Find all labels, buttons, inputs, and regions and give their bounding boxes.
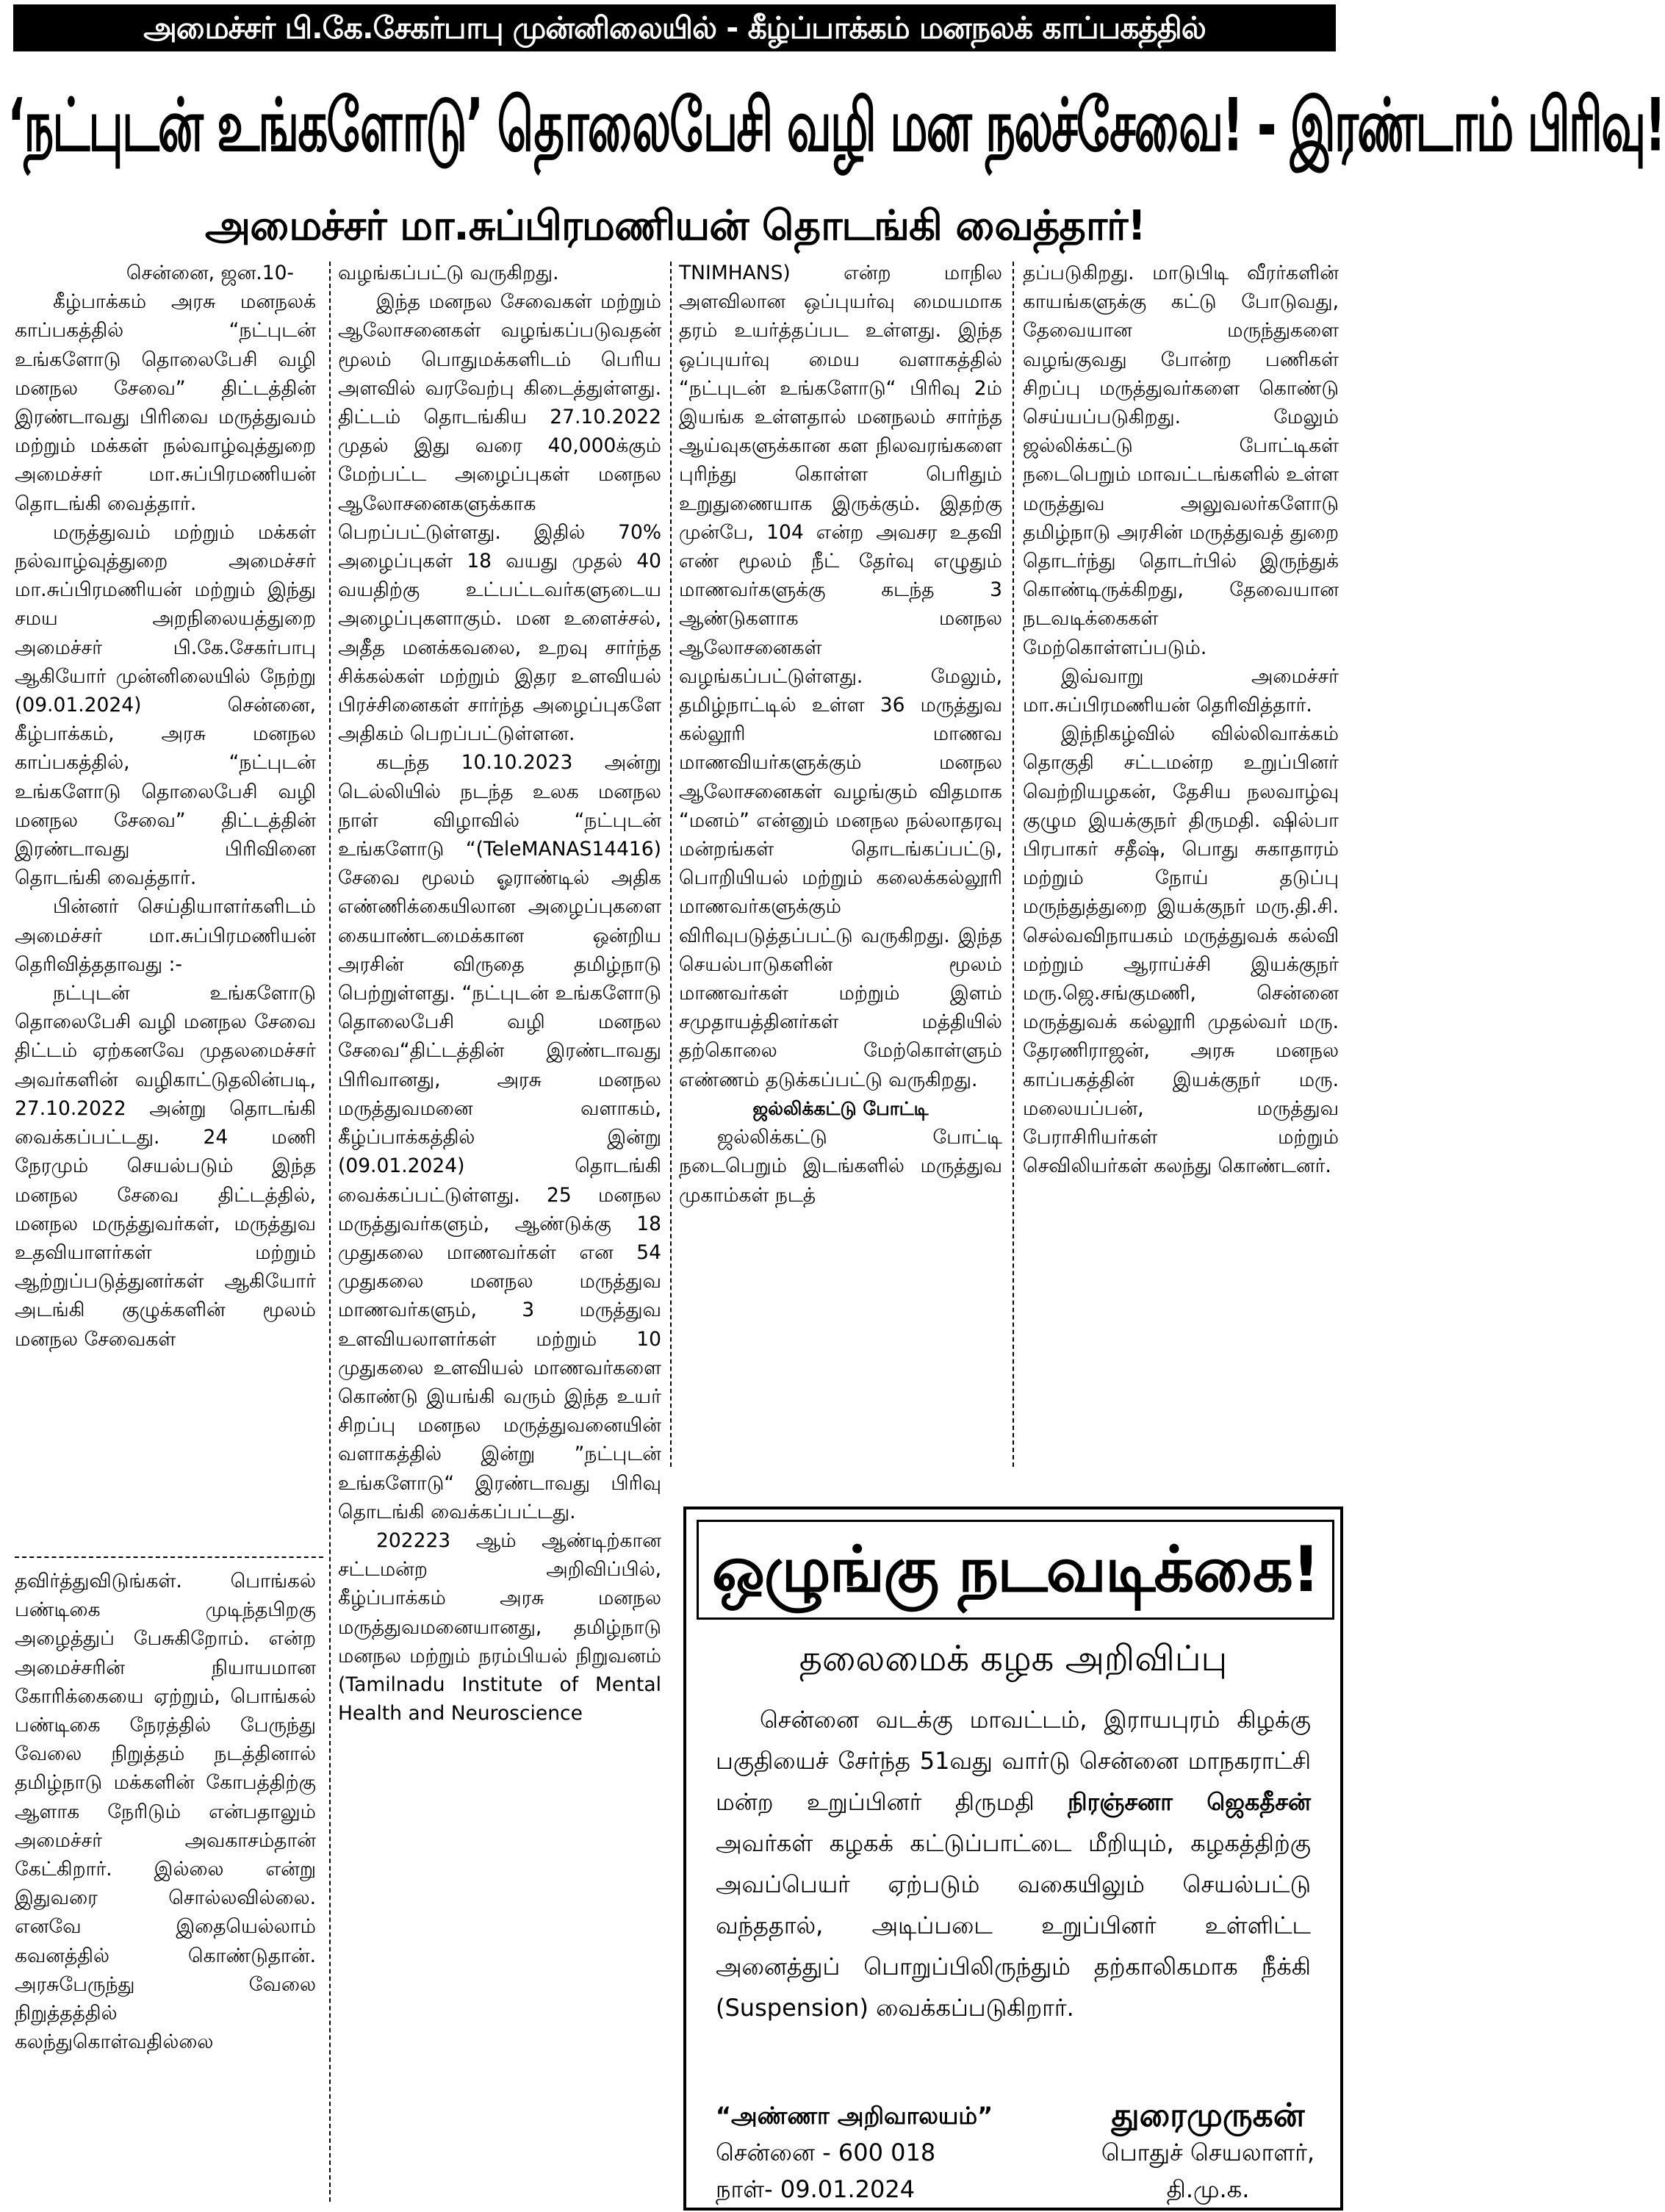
address-line: “அண்ணா அறிவாலயம்”: [716, 2102, 993, 2130]
paragraph: நட்புடன் உங்களோடு தொலைபேசி வழி மனநல சேவை திட்டம் ஏற்கனவே முதலமைச்சர் அவர்களின் வழிகாட்டுதலின்படி, 27.10.2022 அன்று தொடங்கி வைக்கப்பட்டது. 24 மணி நேரமும் செயல்படும் இந்த மனநல சேவை திட்டத்தில், மனநல மருத்துவர்கள், மருத்துவ உதவியாளர்கள் மற்றும் ஆற்றுப்படுத்துனர்கள் ஆகியோர் அடங்கி குழுக்களின் மூலம் மனநல சேவைகள்: [15, 982, 316, 1351]
article-column-1: [15, 259, 316, 1545]
notice-title: ஒழுங்கு நடவடிக்கை!: [697, 1520, 1334, 1620]
section-subtitle: ஜல்லிக்கட்டு போட்டி: [752, 1097, 929, 1119]
notice-date: நாள்- 09.01.2024: [716, 2175, 916, 2203]
paragraph: கீழ்பாக்கம் அரசு மனநலக் காப்பகத்தில் “நட்புடன் உங்களோடு தொலைபேசி வழி மனநல சேவை” திட்டத்தின் இரண்டாவது பிரிவை மருத்துவம் மற்றும் மக்கள் நல்வாழ்வுத்துறை அமைச்சர் மா.சுப்பிரமணியன் தொடங்கி வைத்தார்.: [15, 290, 316, 515]
dateline: சென்னை, ஜன.10-: [126, 262, 294, 284]
notice-subtitle: தலைமைக் கழக அறிவிப்பு: [799, 1638, 1228, 1679]
column-divider: [329, 262, 331, 2202]
paragraph: ஜல்லிக்கட்டு போட்டி நடைபெறும் இடங்களில் மருத்துவ முகாம்கள் நடத்: [679, 1126, 1002, 1207]
paragraph: கடந்த 10.10.2023 அன்று டெல்லியில் நடந்த உலக மனநல நாள் விழாவில் “நட்புடன் உங்களோடு “(TeleMANAS14416) சேவை மூலம் ஓராண்டில் அதிக எண்ணிக்கையிலான அழைப்புகளை கையாண்டமைக்கான ஒன்றிய அரசின் விருதை தமிழ்நாடு பெற்றுள்ளது. “நட்புடன் உங்களோடு தொலைபேசி வழி மனநல சேவை“திட்டத்தின் இரண்டாவது பிரிவானது, அரசு மனநல மருத்துவமனை வளாகம், கீழ்ப்பாக்கத்தில் இன்று (09.01.2024) தொடங்கி வைக்கப்பட்டுள்ளது. 25 மனநல மருத்துவர்களும், ஆண்டுக்கு 18 முதுகலை மாணவர்கள் என 54 முதுகலை மனநல மருத்துவ மாணவர்களும், 3 மருத்துவ உளவியலாளர்கள் மற்றும் 10 முதுகலை உளவியல் மாணவர்களை கொண்டு இயங்கி வரும் இந்த உயர் சிறப்பு மனநல மருத்துவனையின் வளாகத்தில் இன்று ”நட்புடன் உங்களோடு“ இரண்டாவது பிரிவு தொடங்கி வைக்கப்பட்டது.: [338, 751, 661, 1523]
paragraph: 202223 ஆம் ஆண்டிற்கான சட்டமன்ற அறிவிப்பில், கீழ்ப்பாக்கம் அரசு மனநல மருத்துவமனையானது, தமிழ்நாடு மனநல மற்றும் நரம்பியல் நிறுவனம் (Tamilnadu Institute of Mental Health and Neuroscience: [338, 1529, 661, 1726]
signatory-name: துரைமுருகன்: [1111, 2097, 1305, 2134]
article-column-2: [338, 259, 661, 2202]
paragraph: TNIMHANS) என்ற மாநில அளவிலான ஒப்புயர்வு மையமாக தரம் உயர்த்தப்பட உள்ளது. இந்த ஒப்புயர்வு மைய வளாகத்தில் “நட்புடன் உங்களோடு“ பிரிவு 2ம் இயங்க உள்ளதால் மனநலம் சார்ந்த ஆய்வுகளுக்கான கள நிலவரங்களை புரிந்து கொள்ள பெரிதும் உறுதுணையாக இருக்கும். இதற்கு முன்பே, 104 என்ற அவசர உதவி எண் மூலம் நீட் தேர்வு எழுதும் மாணவர்களுக்கு கடந்த 3 ஆண்டுகளாக மனநல ஆலோசனைகள் வழங்கப்பட்டுள்ளது. மேலும், தமிழ்நாட்டில் உள்ள 36 மருத்துவ கல்லூரி மாணவ மாணவியர்களுக்கும் மனநல ஆலோசனைகள் வழங்கும் விதமாக “மனம்” என்னும் மனநல நல்லாதரவு மன்றங்கள் தொடங்கப்பட்டு, பொறியியல் மற்றும் கலைக்கல்லூரி மாணவர்களுக்கும் விரிவுபடுத்தப்பட்டு வருகிறது. இந்த செயல்பாடுகளின் மூலம் மாணவர்கள் மற்றும் இளம் சமுதாயத்தினர்கள் மத்தியில் தற்கொலை மேற்கொள்ளும் எண்ணம் தடுக்கப்பட்டு வருகிறது.: [679, 262, 1002, 1091]
section-divider: [15, 1556, 323, 1558]
paragraph: மருத்துவம் மற்றும் மக்கள் நல்வாழ்வுத்துறை அமைச்சர் மா.சுப்பிரமணியன் மற்றும் இந்து சமய அறநிலையத்துறை அமைச்சர் பி.கே.சேகர்பாபு ஆகியோர் முன்னிலையில் நேற்று (09.01.2024) சென்னை, கீழ்பாக்கம், அரசு மனநல காப்பகத்தில், “நட்புடன் உங்களோடு தொலைபேசி வழி மனநல சேவை” திட்டத்தின் இரண்டாவது பிரிவினை தொடங்கி வைத்தார்.: [15, 520, 316, 890]
column-divider: [1013, 262, 1014, 1467]
notice-address: [716, 2097, 1024, 2208]
column-divider: [670, 262, 672, 1467]
paragraph: இந்நிகழ்வில் வில்லிவாக்கம் தொகுதி சட்டமன்ற உறுப்பினர் வெற்றியழகன், தேசிய நலவாழ்வு குழும இயக்குநர் திருமதி. ஷில்பா பிரபாகர் சதீஷ், பொது சுகாதாரம் மற்றும் நோய் தடுப்பு மருந்துத்துறை இயக்குநர் மரு.தி.சி. செல்வவிநாயகம் மருத்துவக் கல்வி மற்றும் ஆராய்ச்சி இயக்குநர் மரு.ஜெ.சங்குமணி, சென்னை மருத்துவக் கல்லூரி முதல்வர் மரு. தேரணிராஜன், அரசு மனநல காப்பகத்தின் இயக்குநர் மரு. மலையப்பன், மருத்துவ பேராசிரியர்கள் மற்றும் செவிலியர்கள் கலந்து கொண்டனர்.: [1023, 722, 1339, 1178]
paragraph: பின்னர் செய்தியாளர்களிடம் அமைச்சர் மா.சுப்பிரமணியன் தெரிவித்ததாவது :-: [15, 895, 316, 976]
article-continuation: [15, 1567, 316, 2206]
article-column-3: [679, 259, 1002, 1471]
paragraph: இவ்வாறு அமைச்சர் மா.சுப்பிரமணியன் தெரிவித்தார்.: [1023, 664, 1339, 717]
notice-body: [716, 1699, 1311, 2028]
kicker-banner: அமைச்சர் பி.கே.சேகர்பாபு முன்னிலையில் - கீழ்ப்பாக்கம் மனநலக் காப்பகத்தில்: [13, 4, 1336, 51]
article-column-4: [1023, 259, 1339, 1471]
notice-signatory: [1098, 2097, 1318, 2208]
paragraph: வழங்கப்பட்டு வருகிறது.: [338, 262, 559, 284]
paragraph: தப்படுகிறது. மாடுபிடி வீரர்களின் காயங்களுக்கு கட்டு போடுவது, தேவையான மருந்துகளை வழங்குவது போன்ற பணிகள் சிறப்பு மருத்துவர்களை கொண்டு செய்யப்படுகிறது. மேலும் ஜல்லிக்கட்டு போட்டிகள் நடைபெறும் மாவட்டங்களில் உள்ள மருத்துவ அலுவலர்களோடு தமிழ்நாடு அரசின் மருத்துவத் துறை தொடர்ந்து தொடர்பில் இருந்துக் கொண்டிருக்கிறது, தேவையான நடவடிக்கைகள் மேற்கொள்ளப்படும்.: [1023, 262, 1339, 659]
headline: ‘நட்புடன் உங்களோடு’ தொலைபேசி வழி மன நலச்சேவை! - இரண்டாம் பிரிவு!: [7, 84, 1665, 169]
signatory-title: பொதுச் செயலாளர்,: [1101, 2139, 1315, 2166]
notice-body-text: சென்னை வடக்கு மாவட்டம், இராயபுரம் கிழக்கு பகுதியைச் சேர்ந்த 51வது வார்டு சென்னை மாநகராட்சி மன்ற உறுப்பினர் திருமதி: [716, 1706, 1312, 1816]
paragraph: தவிர்த்துவிடுங்கள். பொங்கல் பண்டிகை முடிந்தபிறகு அழைத்துப் பேசுகிறோம். என்ற அமைச்சரின் நியாயமான கோரிக்கையை ஏற்றும், பொங்கல் பண்டிகை நேரத்தில் பேருந்து வேலை நிறுத்தம் நடத்தினால் தமிழ்நாடு மக்களின் கோபத்திற்கு ஆளாக நேரிடும் என்பதாலும் அமைச்சர் அவகாசம்தான் கேட்கிறார். இல்லை என்று இதுவரை சொல்லவில்லை. எனவே இதையெல்லாம் கவனத்தில் கொண்டுதான். அரசுபேருந்து வேலை நிறுத்தத்தில் கலந்துகொள்வதில்லை: [15, 1570, 316, 2054]
address-line: சென்னை - 600 018: [716, 2139, 936, 2166]
signatory-org: தி.மு.க.: [1166, 2175, 1250, 2203]
notice-body-text: அவர்கள் கழகக் கட்டுப்பாட்டை மீறியும், கழகத்திற்கு அவப்பெயர் ஏற்படும் வகையிலும் செயல்பட்டு வந்ததால், அடிப்படை உறுப்பினர் உள்ளிட்ட அனைத்துப் பொறுப்பிலிருந்தும் தற்காலிகமாக நீக்கி (Suspension) வைக்கப்படுகிறார்.: [716, 1829, 1311, 2022]
disciplinary-notice: [683, 1507, 1343, 2211]
paragraph: இந்த மனநல சேவைகள் மற்றும் ஆலோசனைகள் வழங்கப்படுவதன் மூலம் பொதுமக்களிடம் பெரிய அளவில் வரவேற்பு கிடைத்துள்ளது. திட்டம் தொடங்கிய 27.10.2022 முதல் இது வரை 40,000க்கும் மேற்பட்ட அழைப்புகள் மனநல ஆலோசனைகளுக்காக பெறப்பட்டுள்ளது. இதில் 70% அழைப்புகள் 18 வயது முதல் 40 வயதிற்கு உட்பட்டவர்களுடைய அழைப்புகளாகும். மன உளைச்சல், அதீத மனக்கவலை, உறவு சார்ந்த சிக்கல்கள் மற்றும் இதர உளவியல் பிரச்சினைகள் சார்ந்த அழைப்புகளே அதிகம் பெறப்பட்டுள்ளன.: [338, 290, 661, 746]
notice-person-name: நிரஞ்சனா ஜெகதீசன்: [1068, 1788, 1311, 1816]
subheadline: அமைச்சர் மா.சுப்பிரமணியன் தொடங்கி வைத்தார்!: [205, 202, 1146, 250]
